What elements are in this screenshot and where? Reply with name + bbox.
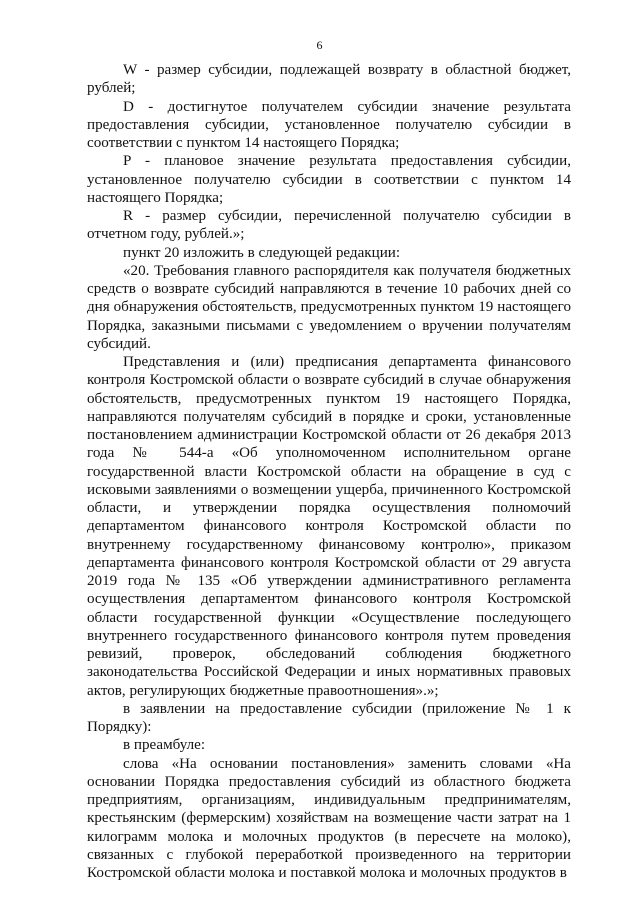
page-number: 6 [316,38,323,52]
paragraph-replace-words: слова «На основании постановления» заменить словами «На основании Порядка предоставления субсидий из областного бюджета предприятиям, организациям, индивидуальным предпринимателям, крестьянским (фермерским) хозяйствам на возмещение части затрат на 1 килограмм молока и молочных продуктов (в пересчете на молоко), связанных с глубокой переработкой произведенного на территории Костромской области молока и поставкой молока и молочных продуктов в [87,755,571,881]
paragraph-d-definition: D - достигнутое получателем субсидии значение результата предоставления субсидии, установленное получателю субсидии в соответствии с пунктом 14 настоящего Порядка; [87,98,571,151]
document-body [87,61,571,882]
paragraph-p-definition: P - плановое значение результата предоставления субсидии, установленное получателю субсидии в соответствии с пунктом 14 настоящего Порядка; [87,153,571,206]
paragraph-application-annex: в заявлении на предоставление субсидии (приложение № 1 к Порядку): [87,700,571,735]
paragraph-representations: Представления и (или) предписания департамента финансового контроля Костромской области о возврате субсидий в случае обнаружения обстоятельств, предусмотренных пунктом 19 настоящего Порядка, направляются получателям субсидий в порядке и сроки, установленные постановлением администрации Костромской области от 26 декабря 2013 года № 544-а «Об уполномоченном исполнительном органе государственной власти Костромской области на обращение в суд с исковыми заявлениями о возмещении ущерба, причиненного Костромской области, и утверждении порядка осуществления полномочий департаментом финансового контроля Костромской области по внутреннему государственному финансовому контролю», приказом департамента финансового контроля Костромской области от 29 августа 2019 года № 135 «Об утверждении административного регламента осуществления департаментом финансового контроля Костромской области государственной функции «Осуществление последующего внутреннего государственного финансового контроля путем проведения ревизий, проверок, обследований соблюдения бюджетного законодательства Российской Федерации и иных нормативных правовых актов, регулирующих бюджетные правоотношения».»; [87,354,571,699]
paragraph-item-20-intro: пункт 20 изложить в следующей редакции: [123,244,401,261]
paragraph-preamble: в преамбуле: [123,737,206,754]
paragraph-item-20-text: «20. Требования главного распорядителя как получателя бюджетных средств о возврате субсидий направляются в течение 10 рабочих дней со дня обнаружения обстоятельств, предусмотренных пунктом 19 настоящего Порядка, заказными письмами с уведомлением о вручении получателям субсидий. [87,262,571,352]
paragraph-r-definition: R - размер субсидии, перечисленной получателю субсидии в отчетном году, рублей.»; [87,208,571,243]
paragraph-w-definition: W - размер субсидии, подлежащей возврату в областной бюджет, рублей; [87,62,571,97]
